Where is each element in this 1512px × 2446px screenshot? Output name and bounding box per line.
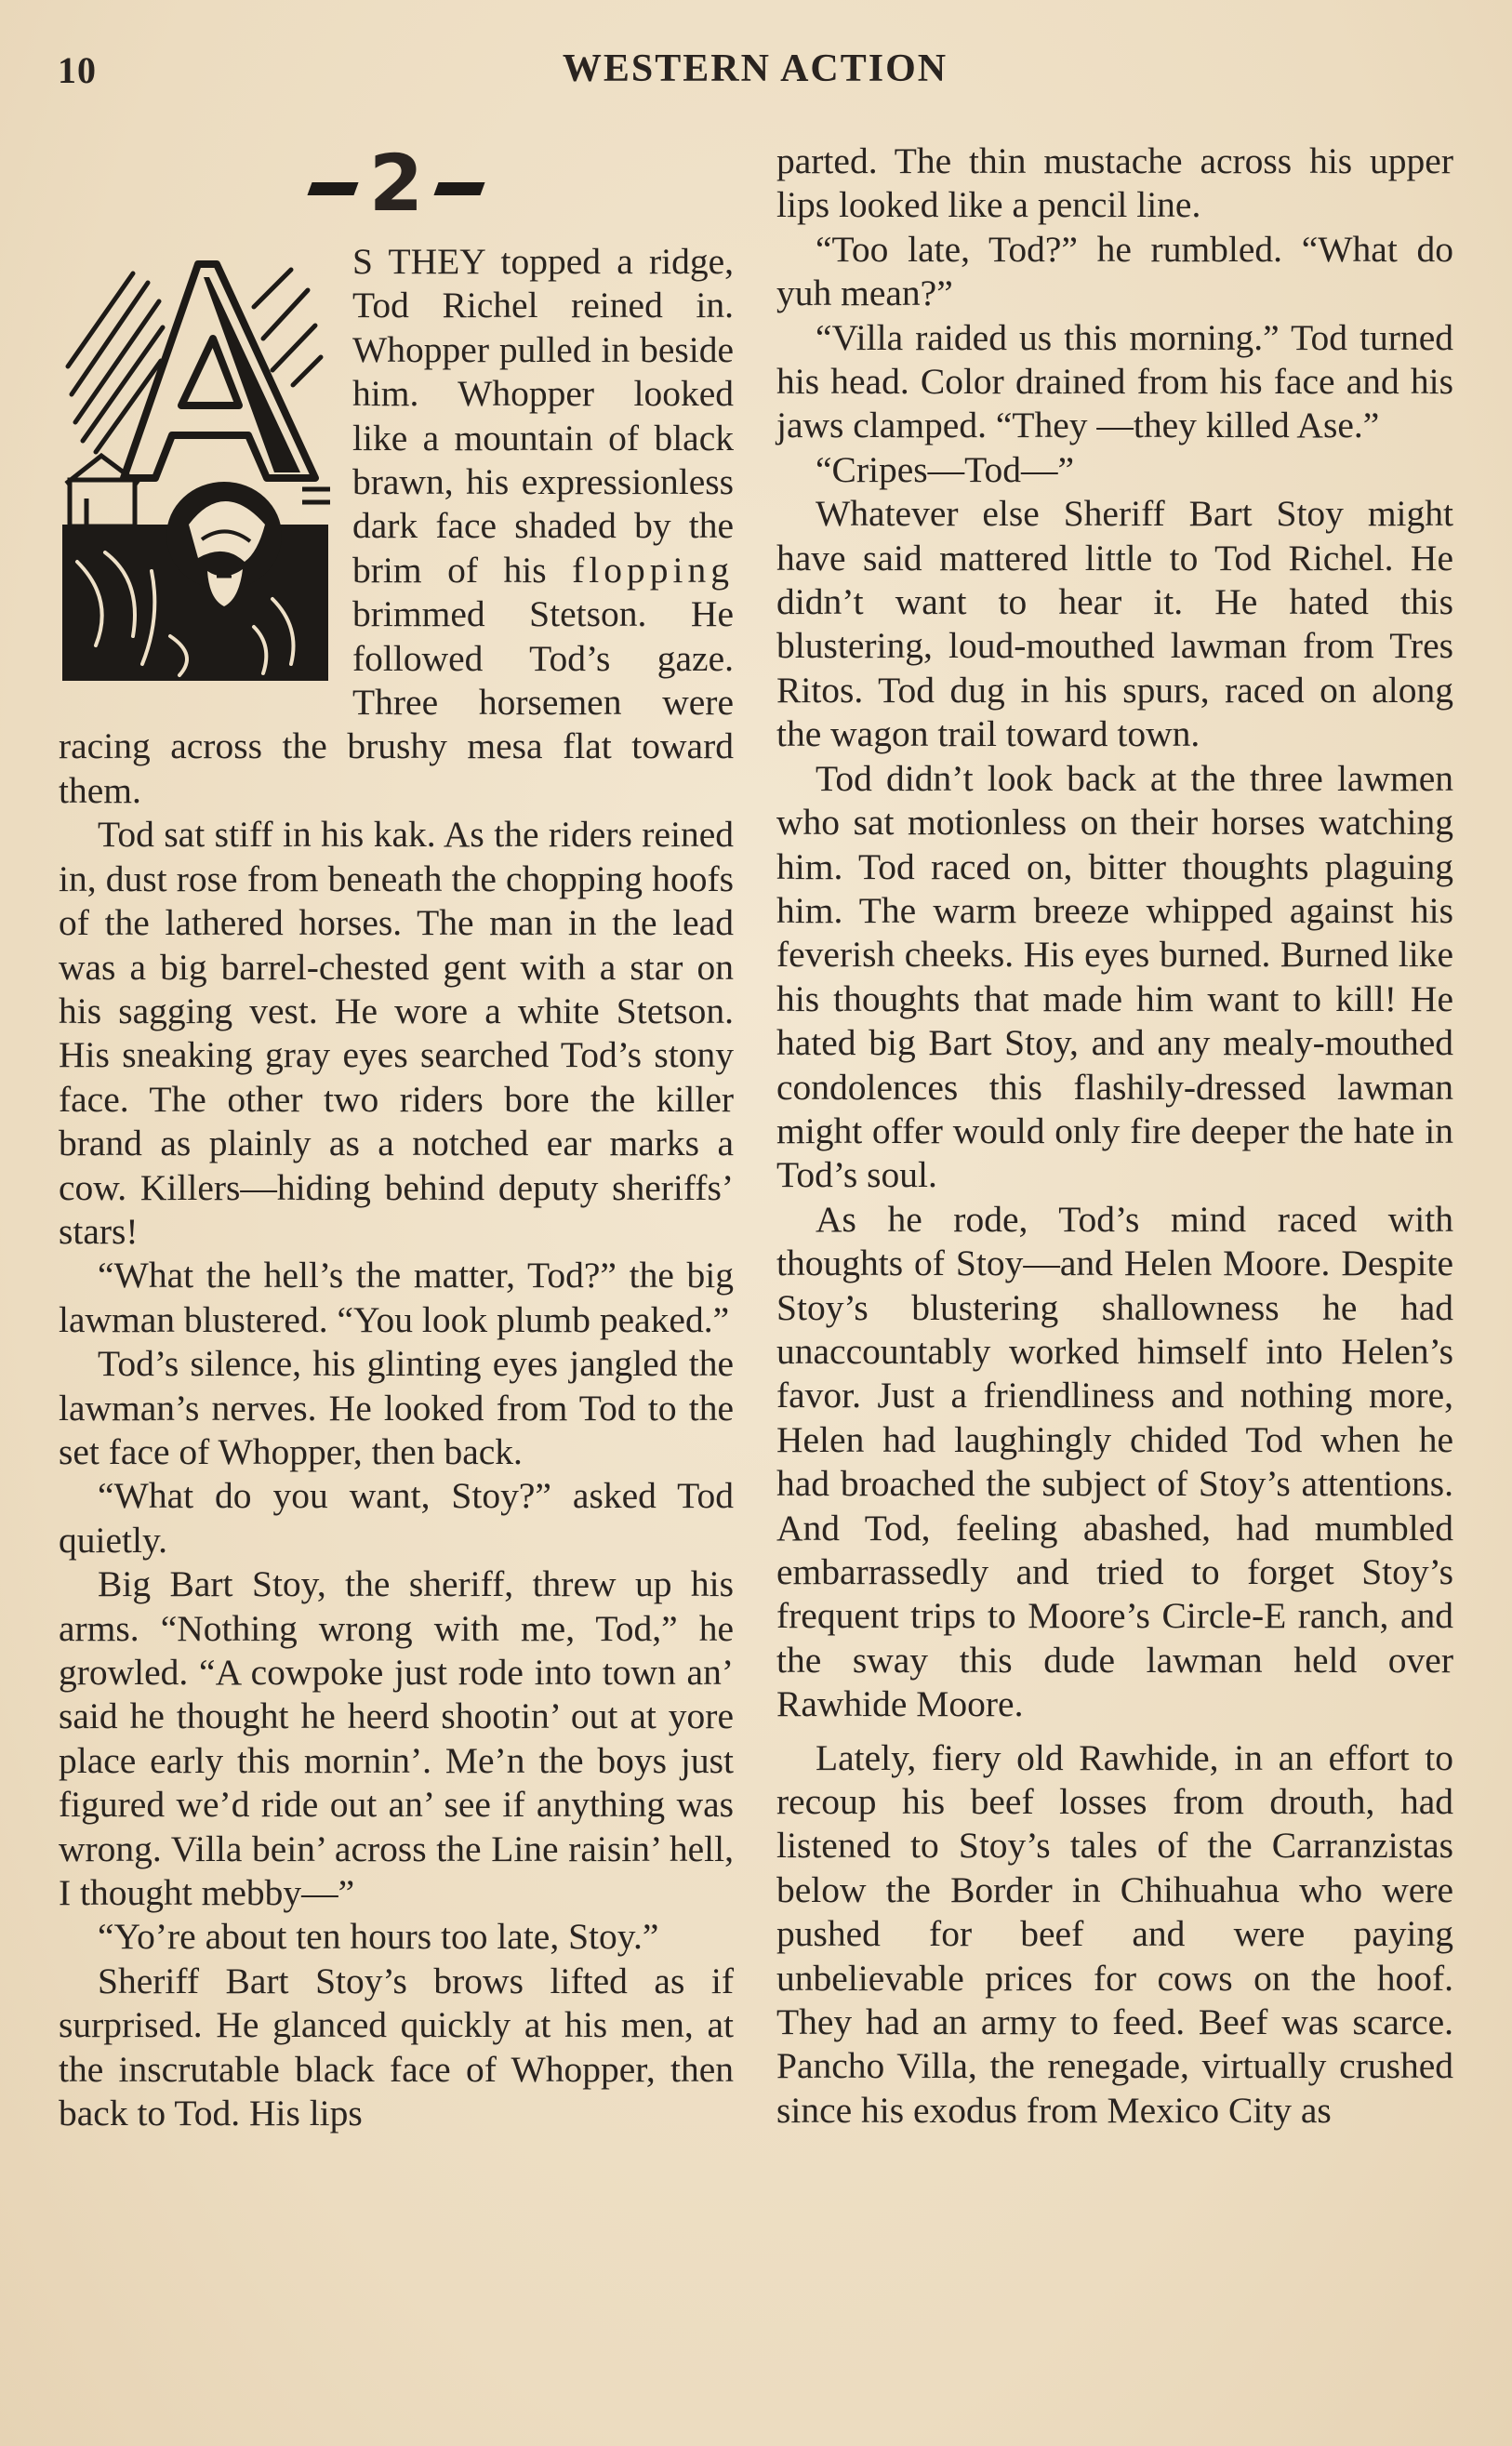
right-column <box>776 140 1453 2133</box>
paragraph-text: brimmed Stetson. He followed Tod’s gaze. Three horsemen were racing across the brushy mesa flat toward them. <box>59 593 734 811</box>
page-header <box>58 43 1452 99</box>
paragraph: Sheriff Bart Stoy’s brows lifted as if surprised. He glanced quickly at his men, at the inscrutable black face of Whopper, then back to Tod. His lips <box>59 1960 734 2134</box>
paragraph: “Cripes—Tod—” <box>816 448 1075 490</box>
paragraph: “What the hell’s the matter, Tod?” the big lawman blustered. “You look plumb peaked.” <box>59 1255 734 1340</box>
paragraph: “What do you want, Stoy?” asked Tod quietly. <box>59 1475 734 1561</box>
woodcut-letter-a-portrait-icon <box>59 246 334 683</box>
left-column <box>59 140 734 2135</box>
page-number: 10 <box>58 49 97 91</box>
chapter-heading <box>59 140 734 227</box>
paragraph: Whatever else Sheriff Bart Stoy might have said mattered little to Tod Richel. He didn’t want to hear it. He hated this blustering, loud-mouthed lawman from Tres Ritos. Tod dug in his spurs, raced on along the wagon trail toward town. <box>776 493 1453 755</box>
paragraph: Tod didn’t look back at the three lawmen who sat motionless on their horses watching him. Tod raced on, bitter thoughts plaguing him. The warm breeze whipped against his feverish cheeks. His eyes burned. Burned like his thoughts that made him want to kill! He hated big Bart Stoy, and any mealy-mouthed condolences this flashily-dressed lawman might offer would only fire deeper the hate in Tod’s soul. <box>776 757 1453 1196</box>
paragraph: As he rode, Tod’s mind raced with thoughts of Stoy—and Helen Moore. Despite Stoy’s blustering shallowness he had unaccountably worked himself into Helen’s favor. Just a friendliness and nothing more, Helen had laughingly chided Tod when he had broached the subject of Stoy’s attentions. And Tod, feeling abashed, had mumbled embarrassedly and tried to forget Stoy’s frequent trips to Moore’s Circle-E ranch, and the sway this dude lawman held over Rawhide Moore. <box>776 1198 1453 1725</box>
chapter-dash-right <box>434 182 485 195</box>
paragraph: “Yo’re about ten hours too late, Stoy.” <box>98 1916 659 1958</box>
paragraph: Lately, fiery old Rawhide, in an effort to recoup his beef losses from drouth, had listened to Stoy’s tales of the Carranzistas below the Border in Chihuahua who were pushed for beef and were paying unbelievable prices for cows on the hoof. They had an army to feed. Beef was scarce. Pancho Villa, the renegade, virtually crushed since his exodus from Mexico City as <box>776 1736 1453 2131</box>
paragraph-text: S THEY topped a ridge, Tod Richel reined in. Whopper pulled in beside him. Whopper looked like a mountain of black brawn, his expressionless dark face shaded by the brim of his <box>352 241 734 591</box>
paragraph: “Villa raided us this morning.” Tod turned his head. Color drained from his face and his jaws clamped. “They —they killed Ase.” <box>776 316 1453 446</box>
paragraph: Big Bart Stoy, the sheriff, threw up his arms. “Nothing wrong with me, Tod,” he growled. “A cowpoke just rode into town an’ said he thought he heerd shootin’ out at yore place early this mornin’. Me’n the boys just figured we’d ride out an’ see if anything was wrong. Villa bein’ across the Line raisin’ hell, I thought mebby—” <box>59 1563 734 1914</box>
chapter-dash-left <box>307 182 358 195</box>
paragraph-continuation: parted. The thin mustache across his upper lips looked like a pencil line. <box>776 140 1453 226</box>
running-title: WESTERN ACTION <box>562 47 948 90</box>
paragraph: Tod sat stiff in his kak. As the riders reined in, dust rose from beneath the chopping hoofs of the lathered horses. The man in the lead was a big barrel-chested gent with a star on his sagging vest. He wore a white Stetson. His sneaking gray eyes searched Tod’s stony face. The other two riders bore the killer brand as plainly as a notched ear marks a cow. Killers—hiding behind deputy sheriffs’ stars! <box>59 814 734 1252</box>
paragraph: Tod’s silence, his glinting eyes jangled the lawman’s nerves. He looked from Tod to the set face of Whopper, then back. <box>59 1343 734 1472</box>
paragraph: “Too late, Tod?” he rumbled. “What do yuh mean?” <box>776 228 1453 314</box>
paragraph-text-spaced: flopping <box>572 549 734 591</box>
chapter-number: 2 <box>368 138 424 229</box>
